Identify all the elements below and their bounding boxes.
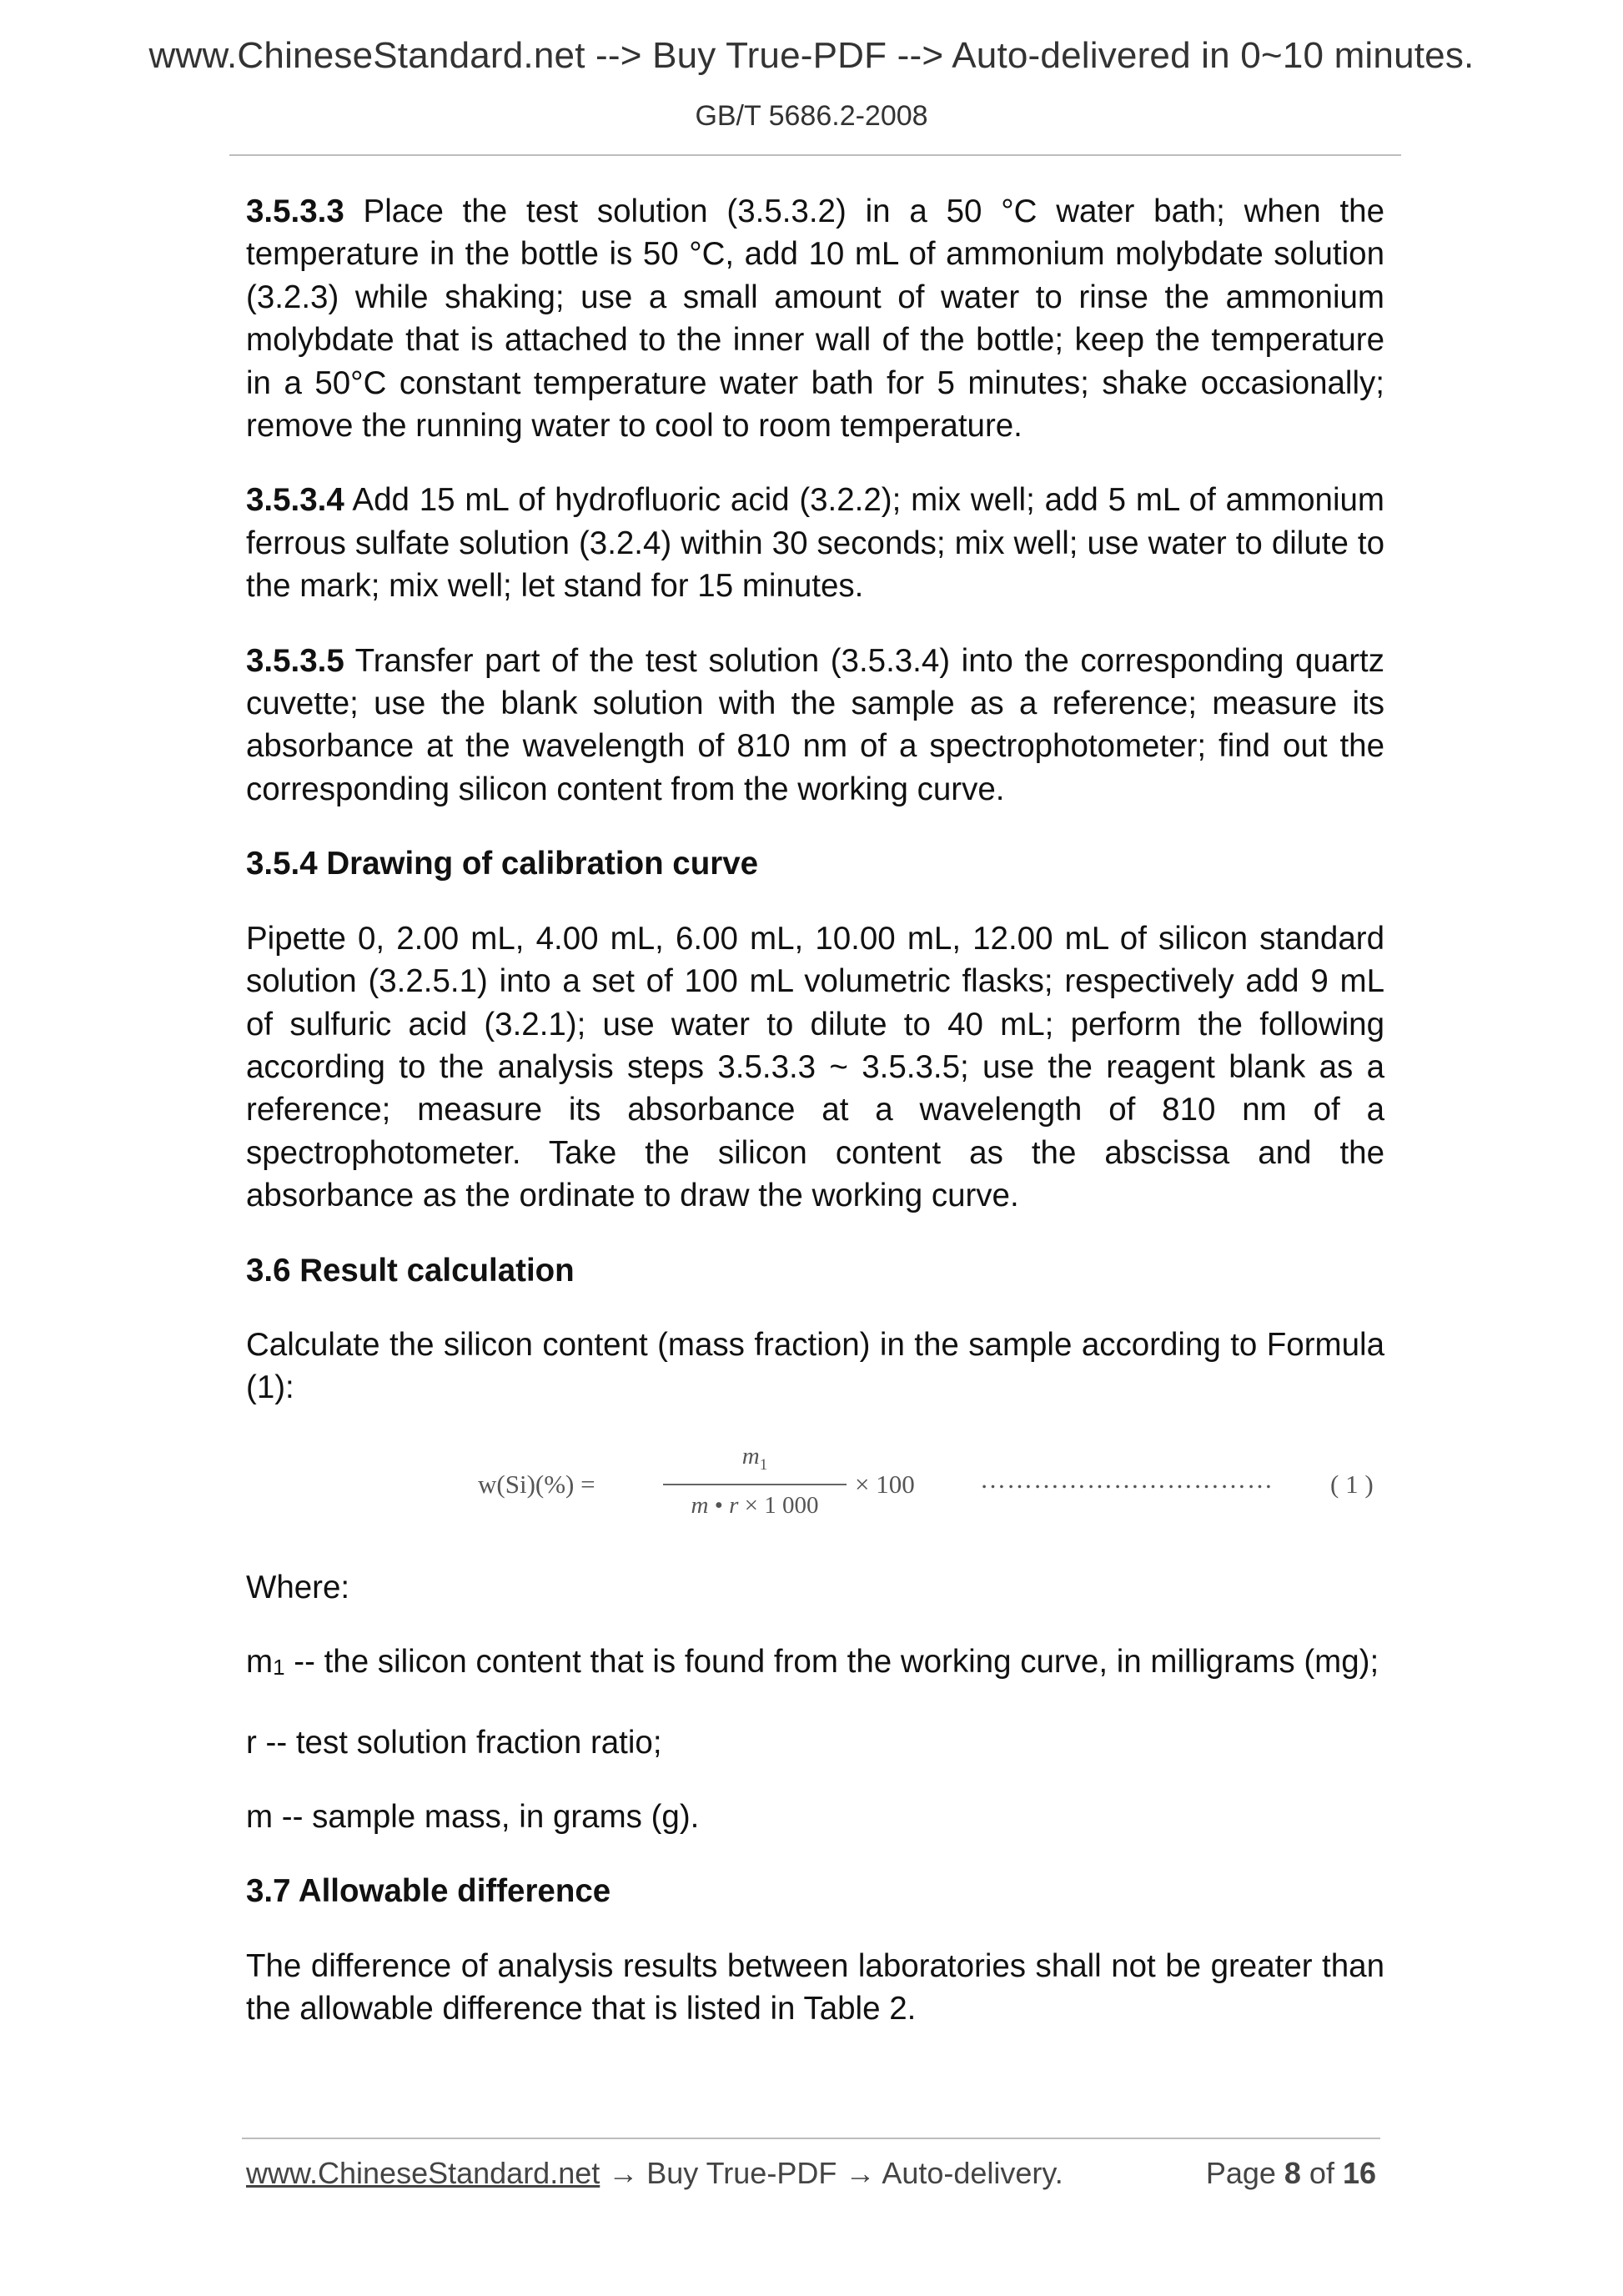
paragraph-text: Place the test solution (3.5.3.2) in a 50 °C water bath; when the temperature in the bottle is 50 °C, add 10 mL of ammonium molybdate solution (3.2.3) while shaking; use a small amount of water to rinse the ammonium molybdate that is attached to the inner wall of the bottle; keep the temperature in a 50°C constant temperature water bath for 5 minutes; shake occasionally; remove the running water to cool to room temperature. bbox=[246, 193, 1384, 445]
page-footer bbox=[246, 2156, 1376, 2191]
formula-leader-dots: …………………………… bbox=[980, 1464, 1274, 1494]
footer-divider bbox=[242, 2138, 1380, 2139]
paragraph-3-5-3-4 bbox=[246, 479, 1384, 607]
fraction-bar bbox=[663, 1484, 847, 1485]
document-id: GB/T 5686.2-2008 bbox=[695, 100, 928, 132]
section-heading-3-7: 3.7 Allowable difference bbox=[246, 1873, 611, 1910]
paragraph-calibration: Pipette 0, 2.00 mL, 4.00 mL, 6.00 mL, 10.00 mL, 12.00 mL of silicon standard solution (3.2.5.1) into a set of 100 mL volumetric flasks; respectively add 9 mL of sulfuric acid (3.2.1); use water to dilute to 40 mL; perform the following according to the analysis steps 3.5.3.3 ~ 3.5.3.5; use the reagent blank as a reference; measure its absorbance at a wavelength of 810 nm of a spectrophotometer. Take the silicon content as the abscissa and the absorbance as the ordinate to draw the working curve. bbox=[246, 920, 1384, 1214]
footer-site-link[interactable]: www.ChineseStandard.net bbox=[246, 2156, 600, 2190]
clause-number: 3.5.3.4 bbox=[246, 482, 344, 519]
formula-multiplier: × 100 bbox=[855, 1469, 915, 1499]
paragraph-calculation-intro: Calculate the silicon content (mass fraction) in the sample according to Formula (1): bbox=[246, 1326, 1384, 1406]
paragraph-text: Transfer part of the test solution (3.5.3.4) into the corresponding quartz cuvette; use the blank solution with the sample as a reference; measure its absorbance at the wavelength of 810 nm of a spectrophotometer; find out the corresponding silicon content from the working curve. bbox=[246, 642, 1384, 807]
definition-m: m -- sample mass, in grams (g). bbox=[246, 1798, 700, 1835]
formula-lhs: w(Si)(%) = bbox=[478, 1469, 595, 1499]
clause-number: 3.5.3.5 bbox=[246, 642, 344, 679]
page-number: 8 bbox=[1284, 2156, 1301, 2190]
formula-1 bbox=[246, 1441, 1384, 1535]
paragraph-3-5-3-5 bbox=[246, 640, 1384, 811]
paragraph-text: Add 15 mL of hydrofluoric acid (3.2.2); mix well; add 5 mL of ammonium ferrous sulfate solution (3.2.4) within 30 seconds; mix well; use water to dilute to the mark; mix well; let stand for 15 minutes. bbox=[246, 482, 1384, 605]
clause-number: 3.5.3.3 bbox=[246, 193, 344, 229]
formula-denominator: m • r × 1 000 bbox=[691, 1491, 819, 1519]
paragraph-allowable-difference: The difference of analysis results between laboratories shall not be greater than the allowable difference that is listed in Table 2. bbox=[246, 1947, 1384, 2027]
formula-numerator: $m_1$ bbox=[741, 1442, 768, 1474]
header-divider bbox=[229, 154, 1401, 156]
paragraph-3-5-3-3 bbox=[246, 190, 1384, 447]
footer-link-tail: → Buy True-PDF → Auto-delivery. bbox=[600, 2156, 1063, 2190]
header-banner: www.ChineseStandard.net --> Buy True-PDF --> Auto-delivered in 0~10 minutes. bbox=[148, 35, 1475, 76]
formula-fraction bbox=[663, 1441, 847, 1520]
page-indicator: Page 8 of 16 bbox=[1205, 2156, 1376, 2190]
definition-m1: m1 -- the silicon content that is found from the working curve, in milligrams (mg); bbox=[246, 1644, 1379, 1681]
section-heading-3-5-4: 3.5.4 Drawing of calibration curve bbox=[246, 846, 759, 882]
where-label: Where: bbox=[246, 1569, 350, 1605]
section-heading-3-6: 3.6 Result calculation bbox=[246, 1252, 575, 1289]
definition-r: r -- test solution fraction ratio; bbox=[246, 1724, 662, 1761]
formula-number: ( 1 ) bbox=[1330, 1469, 1374, 1499]
page-total: 16 bbox=[1342, 2156, 1376, 2190]
page-content bbox=[246, 190, 1384, 2062]
